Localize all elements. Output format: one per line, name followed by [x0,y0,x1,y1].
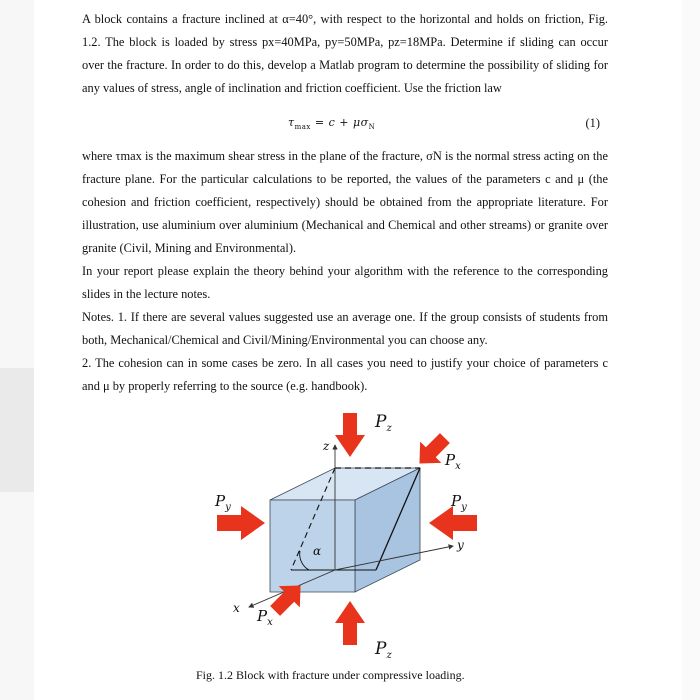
pz-top-arrow [335,413,365,457]
equation-number: (1) [585,116,600,130]
axis-x-label: x [233,601,240,615]
equation-lhs-sub: max [294,123,311,132]
paragraph-notes: Notes. 1. If there are several values suggested use an average one. If the group consists of students from both, Mechanical/Chemical and Civil/Mining/Environmental you can choose any. [82,310,608,347]
py-right-arrow [429,506,477,540]
py-left-label: $P_y$ [215,492,231,513]
axis-z-label: z [323,439,330,453]
figure-caption: Fig. 1.2 Block with fracture under compressive loading. [196,668,465,682]
px-bottom-label: $P_x$ [257,607,273,628]
pz-bottom-arrow [335,601,365,645]
paragraph-definitions: where τmax is the maximum shear stress in the plane of the fracture, σN is the normal stress acting on the fracture plane. For the particular calculations to be reported, the values of the parameters c and μ (the cohesion and friction coefficient, respectively) should be obtained from the appropriate literature. For illustration, use aluminium over aluminium (Mechanical and Chemical and other streams) or granite over granite (Civil, Mining and Environmental). [82,149,608,255]
angle-label: α [313,544,322,558]
equation-lhs: τ [288,116,295,129]
problem-text [82,8,608,100]
viewer-right-margin [682,0,700,700]
equation-rhs-sub: N [368,123,376,132]
equation [288,116,375,131]
axis-y-label: y [457,538,464,552]
py-right-label: $P_y$ [451,492,467,513]
pz-top-label: $P_z$ [375,412,392,434]
paragraph-report: In your report please explain the theory behind your algorithm with the reference to the corresponding slides in the lecture notes. [82,264,608,301]
viewer-left-margin [0,0,34,700]
paragraph-cohesion: 2. The cohesion can in some cases be zero. In all cases you need to justify your choice of parameters c and μ by properly referring to the source (e.g. handbook). [82,356,608,393]
paragraph-intro: A block contains a fracture inclined at α=40°, with respect to the horizontal and holds on friction, Fig. 1.2. The block is loaded by stress px=40MPa, py=50MPa, pz=18MPa. Determine if sliding can occur over the fracture. In order to do this, develop a Matlab program to determine the possibility of sliding for any values of stress, angle of inclination and friction coefficient. Use the friction law [82,12,608,95]
equation-rhs: = c + μσ [314,116,369,129]
problem-text-continued [82,145,608,398]
viewer-side-handle [0,368,34,492]
friction-law-equation [82,113,608,137]
px-top-label: $P_x$ [445,451,461,472]
pz-bottom-label: $P_z$ [375,639,392,661]
fracture-block-diagram [205,405,495,663]
